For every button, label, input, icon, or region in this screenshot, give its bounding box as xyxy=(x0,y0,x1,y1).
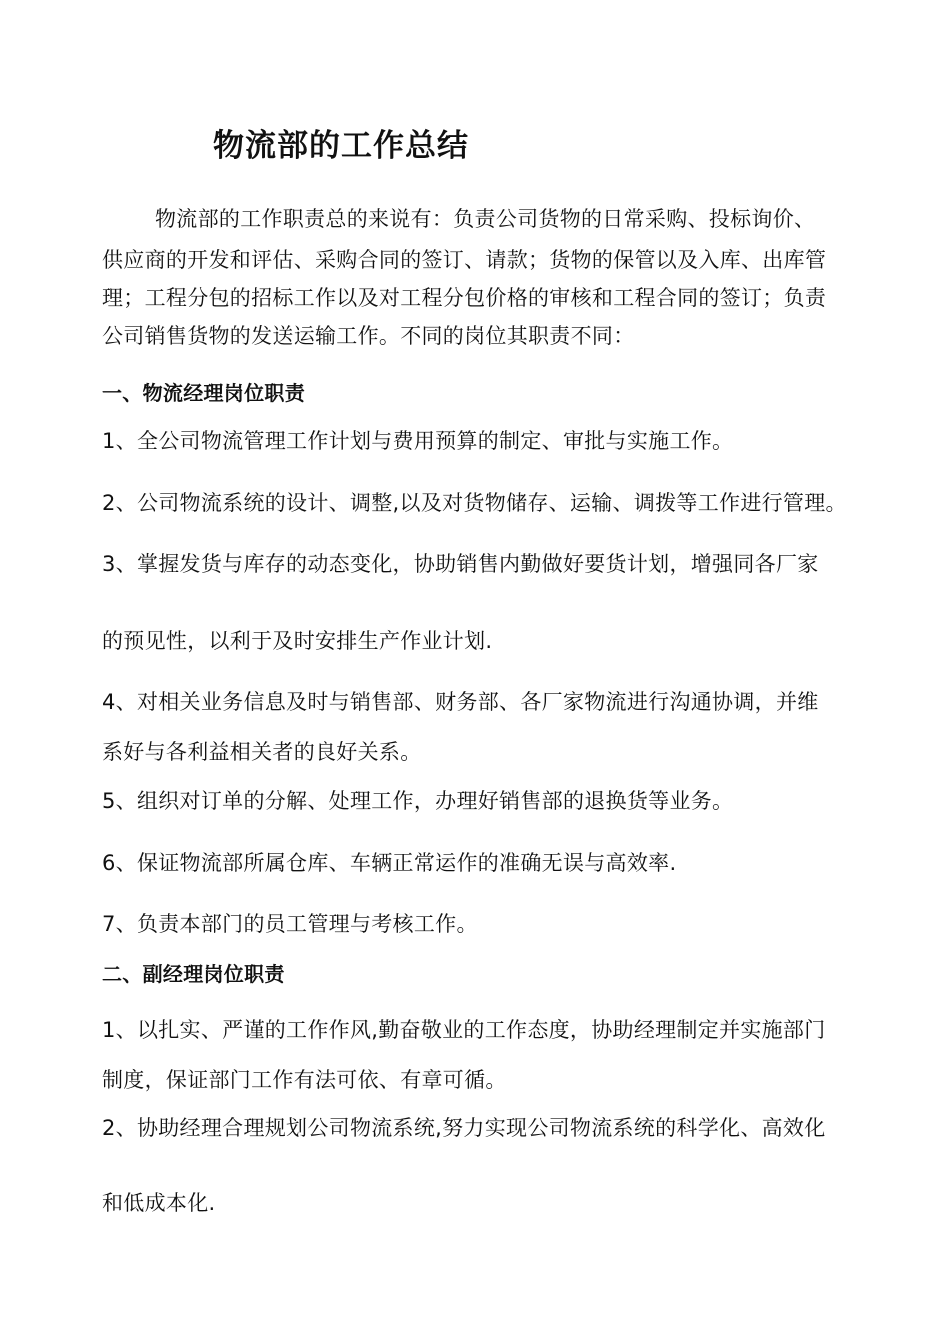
section-2-item-2: 2、协助经理合理规划公司物流系统,努力实现公司物流系统的科学化、高效化 xyxy=(102,1116,826,1140)
intro-line-3: 理；工程分包的招标工作以及对工程分包价格的审核和工程合同的签订；负责 xyxy=(102,286,827,310)
section-2-heading: 二、副经理岗位职责 xyxy=(102,962,285,986)
section-1-item-1: 1、全公司物流管理工作计划与费用预算的制定、审批与实施工作。 xyxy=(102,429,734,453)
section-1-item-3: 3、掌握发货与库存的动态变化，协助销售内勤做好要货计划，增强同各厂家 xyxy=(102,552,819,576)
section-1-item-3-cont: 的预见性，以利于及时安排生产作业计划. xyxy=(102,629,493,653)
section-1-item-7: 7、负责本部门的员工管理与考核工作。 xyxy=(102,912,478,936)
section-1-item-4-cont: 系好与各利益相关者的良好关系。 xyxy=(102,740,422,764)
section-1-item-4: 4、对相关业务信息及时与销售部、财务部、各厂家物流进行沟通协调，并维 xyxy=(102,690,819,714)
section-1-item-5: 5、组织对订单的分解、处理工作，办理好销售部的退换货等业务。 xyxy=(102,789,734,813)
section-1-item-2: 2、公司物流系统的设计、调整,以及对货物储存、运输、调拨等工作进行管理。 xyxy=(102,491,847,515)
document-title: 物流部的工作总结 xyxy=(213,128,469,164)
intro-line-1: 物流部的工作职责总的来说有：负责公司货物的日常采购、投标询价、 xyxy=(155,207,816,231)
intro-line-2: 供应商的开发和评估、采购合同的签订、请款；货物的保管以及入库、出库管 xyxy=(102,248,827,272)
intro-line-4: 公司销售货物的发送运输工作。不同的岗位其职责不同： xyxy=(102,324,635,348)
section-2-item-1-cont: 制度，保证部门工作有法可依、有章可循。 xyxy=(102,1068,507,1092)
section-1-heading: 一、物流经理岗位职责 xyxy=(102,381,305,405)
section-1-item-6: 6、保证物流部所属仓库、车辆正常运作的准确无误与高效率. xyxy=(102,851,677,875)
section-2-item-2-cont: 和低成本化. xyxy=(102,1191,216,1215)
section-2-item-1: 1、以扎实、严谨的工作作风,勤奋敬业的工作态度，协助经理制定并实施部门 xyxy=(102,1018,826,1042)
